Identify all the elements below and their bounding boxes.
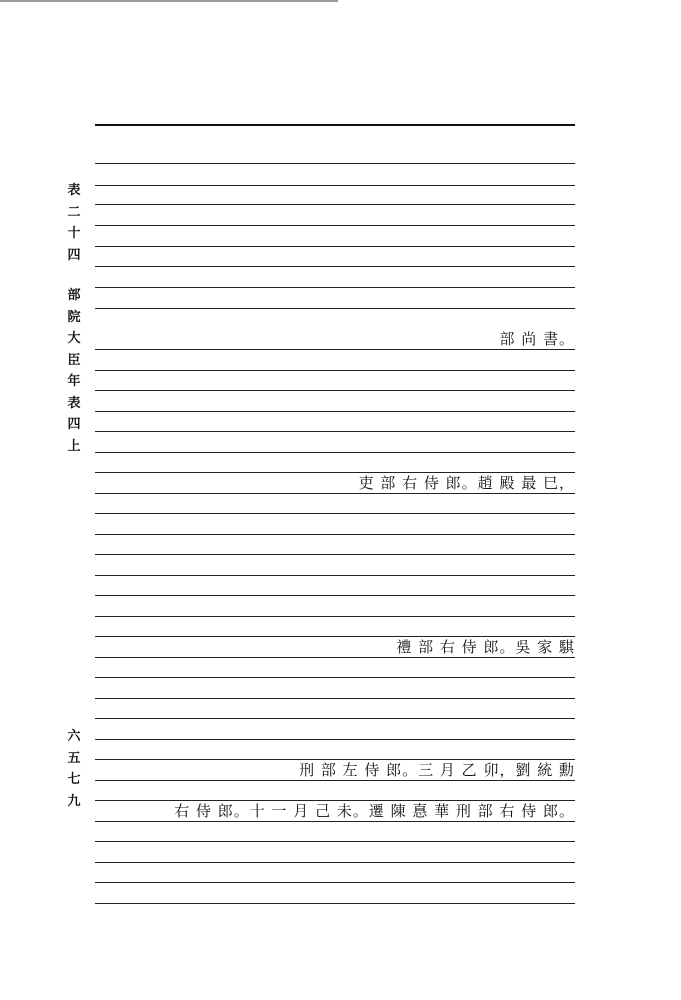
row-text: 部 尚 書。 xyxy=(499,329,575,348)
table-rule xyxy=(95,739,575,740)
table-rule xyxy=(95,513,575,514)
subtitle-char: 年 xyxy=(67,374,81,389)
subtitle-char: 上 xyxy=(67,438,81,454)
row-text: 刑 部 左 侍 郎。三 月 乙 卯，劉 統 勳 xyxy=(299,760,575,779)
table-rule xyxy=(95,862,575,863)
row-text: 吏 部 右 侍 郎。趙 殿 最 巳， xyxy=(358,473,575,492)
row-text: 右 侍 郎。十 一 月 己 未。遷 陳 惪 華 刑 部 右 侍 郎。 xyxy=(174,801,575,820)
table-rule xyxy=(95,411,575,412)
row-text: 禮 部 右 侍 郎。吳 家 騏 xyxy=(396,637,575,656)
table-rule xyxy=(95,204,575,205)
subtitle-char: 表 xyxy=(67,395,81,411)
page-number xyxy=(63,726,85,812)
title-char: 表 xyxy=(67,183,81,198)
page-number-char: 六 xyxy=(67,729,81,744)
table-rule xyxy=(95,780,575,781)
table-rule xyxy=(95,882,575,883)
running-title xyxy=(63,180,85,266)
table-rule xyxy=(95,616,575,617)
table-rule xyxy=(95,266,575,267)
table-rule xyxy=(95,698,575,699)
table-rule xyxy=(95,718,575,719)
title-char: 四 xyxy=(67,247,81,263)
table-rule xyxy=(95,246,575,247)
page-number-char: 七 xyxy=(67,772,81,787)
table-rule xyxy=(95,595,575,596)
table-rule xyxy=(95,308,575,309)
table-row-text xyxy=(396,635,575,657)
table-row-text xyxy=(359,471,575,493)
table-rule xyxy=(95,575,575,576)
title-char: 十 xyxy=(67,226,81,241)
table-row-text xyxy=(299,758,575,780)
subtitle-char: 四 xyxy=(67,417,81,432)
table-rule xyxy=(95,534,575,535)
subtitle-char: 部 xyxy=(67,288,81,303)
table-rule xyxy=(95,657,575,658)
table-rule xyxy=(95,431,575,432)
table-rule xyxy=(95,821,575,822)
table-rules xyxy=(95,0,575,1000)
table-rule xyxy=(95,452,575,453)
subtitle-char: 臣 xyxy=(67,352,81,368)
table-rule xyxy=(95,554,575,555)
page-number-char: 九 xyxy=(67,793,81,809)
table-rule xyxy=(95,390,575,391)
table-rule xyxy=(95,287,575,288)
subtitle-char: 大 xyxy=(67,331,81,346)
title-char: 二 xyxy=(67,204,81,220)
table-rule xyxy=(95,903,575,904)
table-rule xyxy=(95,841,575,842)
table-rule xyxy=(95,349,575,350)
table-row-text xyxy=(499,327,575,349)
table-row-text xyxy=(174,799,575,821)
running-subtitle xyxy=(63,285,85,457)
table-rule xyxy=(95,370,575,371)
page-number-char: 五 xyxy=(67,750,81,766)
table-rule-top xyxy=(95,124,575,126)
table-rule xyxy=(95,677,575,678)
table-rule xyxy=(95,493,575,494)
subtitle-char: 院 xyxy=(67,309,81,325)
table-rule xyxy=(95,163,575,164)
table-rule xyxy=(95,185,575,186)
table-rule xyxy=(95,225,575,226)
